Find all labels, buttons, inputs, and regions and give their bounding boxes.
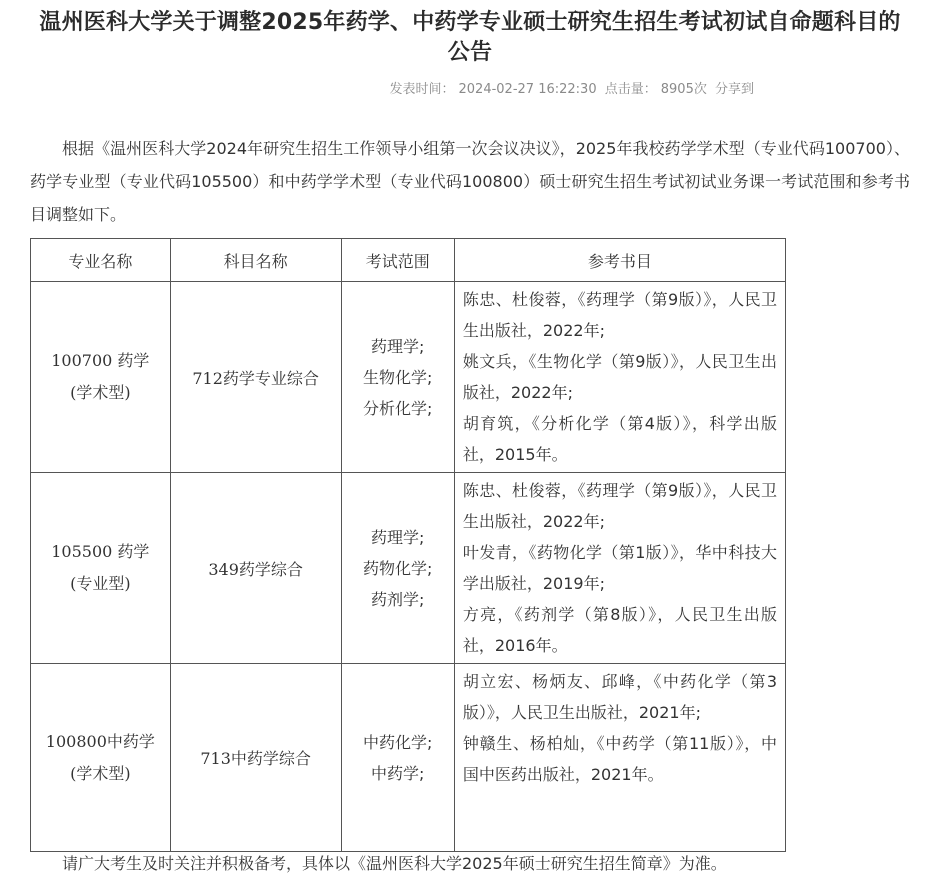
header-subject: 科目名称 <box>170 239 341 282</box>
scope-cell <box>341 282 454 473</box>
major-code-name: 100800中药学 <box>45 731 155 751</box>
exam-subjects-table-wrapper <box>30 238 786 852</box>
major-type: (专业型) <box>70 574 131 593</box>
books-cell <box>454 282 785 473</box>
scope-item: 分析化学; <box>362 398 433 418</box>
scope-cell <box>341 664 454 852</box>
subject-cell: 713中药学综合 <box>170 664 341 852</box>
major-type: (学术型) <box>70 763 131 783</box>
book-entry: 陈忠、杜俊蓉，《药理学（第9版）》，人民卫生出版社，2022年; <box>462 481 777 531</box>
books-cell <box>454 664 785 852</box>
scope-item: 药理学; <box>370 336 425 356</box>
exam-subjects-table <box>30 238 786 852</box>
major-code-name: 105500 药学 <box>51 542 150 561</box>
hits-label: 点击量： <box>604 82 657 97</box>
scope-item: 药剂学; <box>370 589 425 609</box>
book-entry: 姚文兵，《生物化学（第9版）》，人民卫生出版社，2022年; <box>462 352 777 402</box>
books-cell <box>454 473 785 664</box>
article-title: 温州医科大学关于调整2025年药学、中药学专业硕士研究生招生考试初试自命题科目的公告 <box>39 10 901 65</box>
subject-cell: 712药学专业综合 <box>170 282 341 473</box>
book-entry: 胡立宏、杨炳友、邱峰，《中药化学（第3版）》，人民卫生出版社，2021年; <box>462 672 777 722</box>
scope-item: 生物化学; <box>362 367 433 387</box>
header-scope: 考试范围 <box>341 239 454 282</box>
scope-item: 药理学; <box>370 527 425 547</box>
subject-cell: 349药学综合 <box>170 473 341 664</box>
header-books: 参考书目 <box>454 239 785 282</box>
major-type: (学术型) <box>70 383 131 402</box>
book-entry: 胡育筑，《分析化学（第4版）》，科学出版社，2015年。 <box>462 414 777 464</box>
article-meta <box>0 80 758 100</box>
major-code-name: 100700 药学 <box>51 351 150 370</box>
book-entry: 陈忠、杜俊蓉，《药理学（第9版）》，人民卫生出版社，2022年; <box>462 290 777 340</box>
major-cell <box>31 282 171 473</box>
share-link[interactable]: 分享到 <box>714 82 754 97</box>
table-header-row <box>31 239 786 282</box>
scope-item: 药物化学; <box>362 558 433 578</box>
published-value: 2024-02-27 16:22:30 <box>458 82 597 97</box>
major-cell <box>31 473 171 664</box>
table-row <box>31 664 786 852</box>
book-entry: 方亮，《药剂学（第8版）》，人民卫生出版社，2016年。 <box>462 605 777 655</box>
scope-cell <box>341 473 454 664</box>
table-row <box>31 282 786 473</box>
scope-item: 中药学; <box>370 763 425 783</box>
intro-paragraph: 根据《温州医科大学2024年研究生招生工作领导小组第一次会议决议》，2025年我校药学学术型（专业代码100700）、药学专业型（专业代码105500）和中药学学术型（专业代码100800）硕士研究生招生考试初试业务课一考试范围和参考书目调整如下。 <box>30 139 910 224</box>
major-cell <box>31 664 171 852</box>
published-label: 发表时间： <box>389 82 455 97</box>
table-row <box>31 473 786 664</box>
book-entry: 钟赣生、杨柏灿，《中药学（第11版）》，中国中医药出版社，2021年。 <box>462 734 777 784</box>
book-entry: 叶发青，《药物化学（第1版）》，华中科技大学出版社，2019年; <box>462 543 777 593</box>
header-major: 专业名称 <box>31 239 171 282</box>
hits-value: 8905次 <box>660 82 707 97</box>
scope-item: 中药化学; <box>362 732 433 752</box>
closing-note: 请广大考生及时关注并积极备考，具体以《温州医科大学2025年硕士研究生招生简章》为准。 <box>62 854 727 873</box>
